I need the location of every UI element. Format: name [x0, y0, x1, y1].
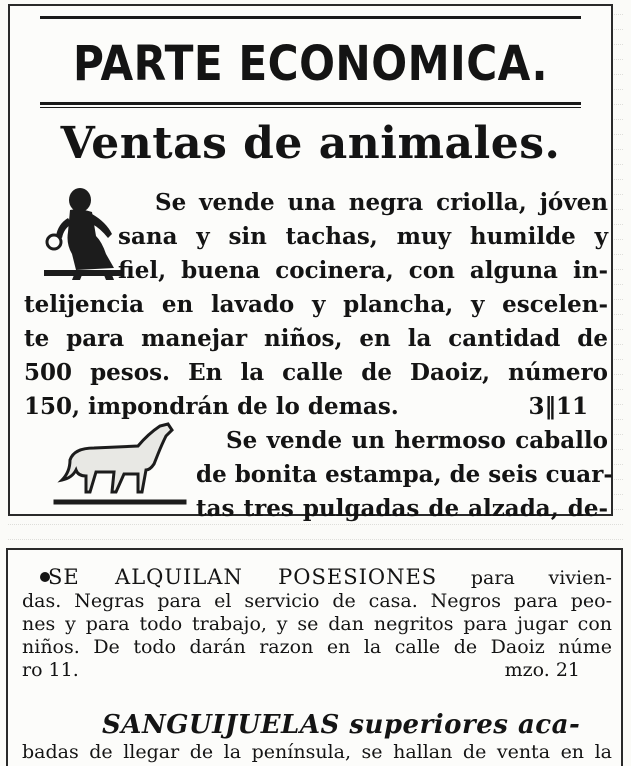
ad-title: SANGUIJUELAS superiores aca- [102, 710, 581, 740]
ad-line: sana y sin tachas, muy humilde y [118, 223, 608, 250]
section-heading: PARTE ECONOMICA. [72, 36, 549, 92]
ad-line: das. Negras para el servicio de casa. Negros para peo- [22, 590, 612, 612]
ad-horse-sale [10, 424, 613, 526]
ad-caps-lead: SE ALQUILAN POSESIONES [48, 565, 438, 589]
ad-date: mzo. 21 [504, 659, 580, 681]
ad-line: Se vende un hermoso caballo [226, 427, 608, 454]
bleed-line [8, 525, 623, 540]
section-subheading: Ventas de animales. [60, 118, 561, 169]
ad-line: ro 11. [22, 659, 79, 681]
ad-line: telijencia en lavado y plancha, y escelen- [24, 291, 608, 318]
ad-line: Se vende una negra criolla, jóven [155, 189, 608, 216]
ad-line: badas de llegar de la península, se hallan de venta en la [22, 741, 612, 763]
ad-last-line [24, 390, 608, 424]
ad-last-line [22, 659, 612, 682]
heading-rule [40, 102, 581, 105]
ad-first-line [48, 566, 612, 590]
ad-reference: 3‖11 [528, 393, 588, 420]
clipping-parte-economica [8, 4, 613, 522]
ad-line-rest: para vivien- [437, 567, 612, 589]
ad-line: 500 pesos. En la calle de Daoiz, número [24, 359, 608, 386]
ad-line: fiel, buena cocinera, con alguna in- [118, 257, 608, 284]
ad-leeches [22, 710, 612, 764]
ad-line: te para manejar niños, en la cantidad de [24, 325, 608, 352]
heading-rule-thin [40, 107, 581, 108]
ad-line: 150, impondrán de lo demas. [24, 393, 399, 420]
clipping-alquileres [6, 548, 623, 766]
ad-slave-sale [10, 186, 608, 424]
top-rule [40, 16, 581, 19]
ad-line: nes y para todo trabajo, y se dan negritos para jugar con [22, 613, 612, 635]
ad-line: de bonita estampa, de seis cuar- [196, 461, 613, 488]
ad-line: niños. De todo darán razon en la calle de Daoiz núme [22, 636, 612, 658]
ad-rentals [22, 566, 612, 682]
ad-line: tas tres pulgadas de alzada, de- [196, 495, 608, 522]
